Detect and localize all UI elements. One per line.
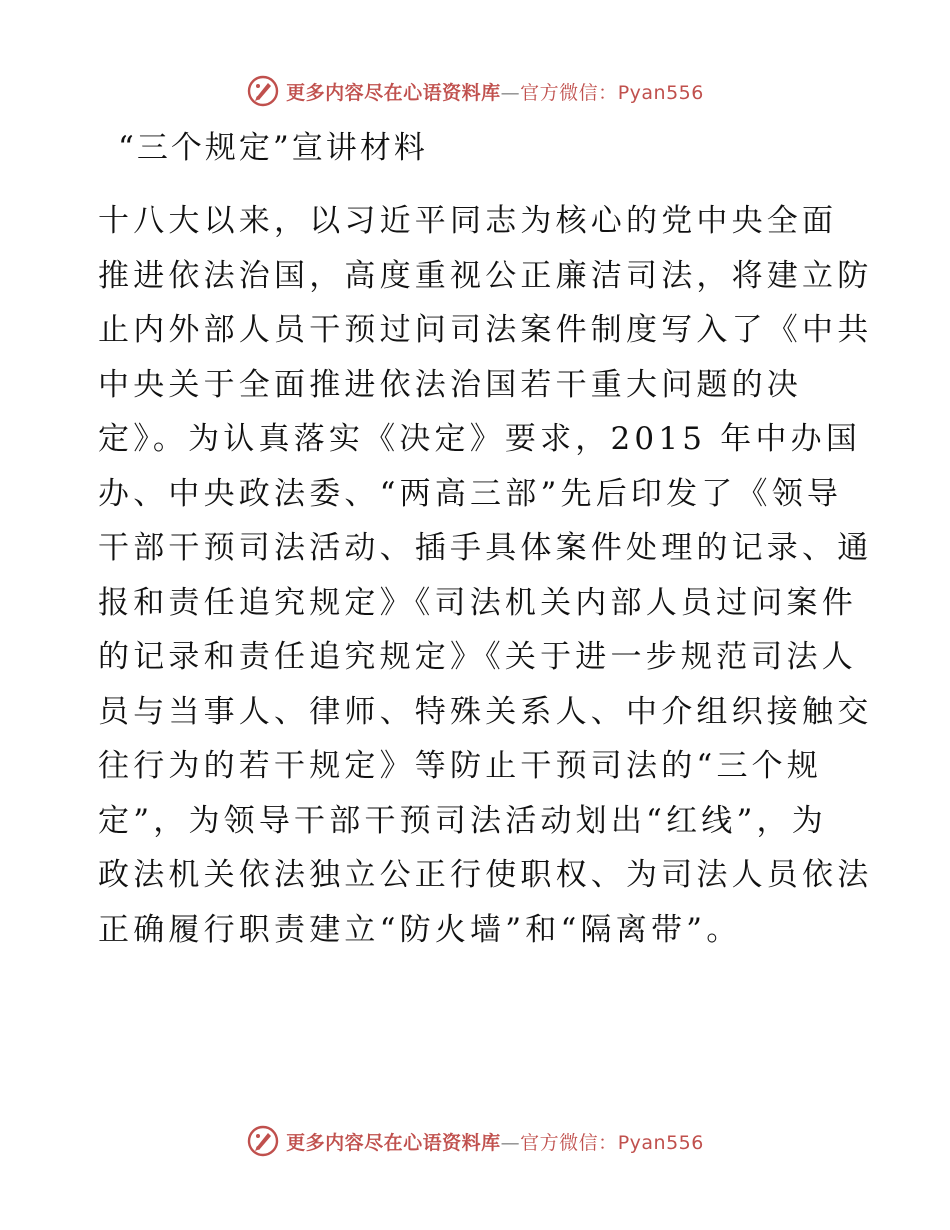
watermark-wechat-id: Pyan556 <box>617 81 704 104</box>
watermark-main-text: 更多内容尽在心语资料库 <box>286 81 501 104</box>
body-line: 往行为的若干规定》等防止干预司法的“三个规 <box>98 748 823 784</box>
body-line: 办、中央政法委、“两高三部”先后印发了《领导 <box>98 475 843 512</box>
watermark-official-label: 官方微信： <box>520 1131 618 1154</box>
body-line: 政法机关依法独立公正行使职权、为司法人员依法 <box>98 857 873 893</box>
body-line: 干部干预司法活动、插手具体案件处理的记录、通 <box>98 530 873 566</box>
pen-nib-logo-icon <box>246 1124 280 1158</box>
watermark-separator: — <box>500 81 521 104</box>
body-line: 推进依法治国，高度重视公正廉洁司法，将建立防 <box>98 257 873 294</box>
document-title: “三个规定”宣讲材料 <box>118 130 428 166</box>
watermark-wechat-id: Pyan556 <box>617 1131 704 1154</box>
pen-nib-logo-icon <box>246 74 280 108</box>
body-line: 员与当事人、律师、特殊关系人、中介组织接触交 <box>98 693 873 730</box>
watermark-separator: — <box>500 1131 521 1154</box>
watermark-text <box>286 1128 704 1155</box>
body-line: 的记录和责任追究规定》《关于进一步规范司法人 <box>98 639 857 675</box>
body-line: 定》。为认真落实《决定》要求，2015 年中办国 <box>98 421 862 457</box>
body-line: 定”，为领导干部干预司法活动划出“红线”，为 <box>98 802 827 839</box>
body-line: 报和责任追究规定》《司法机关内部人员过问案件 <box>98 584 857 621</box>
footer-watermark <box>0 1124 950 1158</box>
body-paragraph <box>98 194 873 957</box>
watermark-text <box>286 78 704 105</box>
header-watermark <box>0 74 950 108</box>
watermark-main-text: 更多内容尽在心语资料库 <box>286 1131 501 1154</box>
body-line: 中央关于全面推进依法治国若干重大问题的决 <box>98 366 802 403</box>
document-body <box>98 194 873 957</box>
watermark-official-label: 官方微信： <box>520 81 618 104</box>
body-line: 十八大以来，以习近平同志为核心的党中央全面 <box>98 203 838 239</box>
body-line: 止内外部人员干预过问司法案件制度写入了《中共 <box>98 312 873 348</box>
body-line: 正确履行职责建立“防火墙”和“隔离带”。 <box>98 911 742 948</box>
